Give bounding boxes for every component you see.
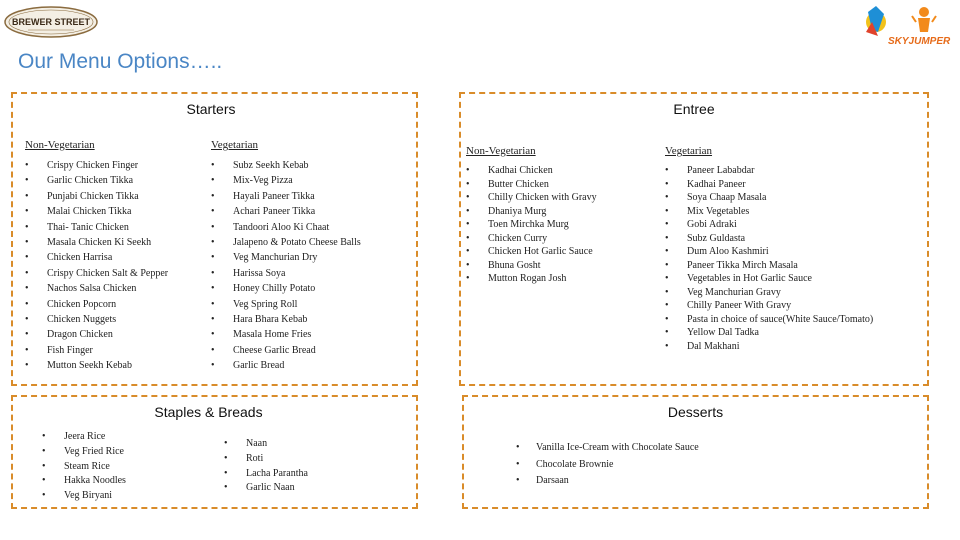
- menu-item: • Roti: [224, 452, 308, 467]
- staples-rice-list: [42, 430, 126, 504]
- menu-item: • Subz Seekh Kebab: [211, 158, 361, 173]
- menu-item: • Mix-Veg Pizza: [211, 173, 361, 188]
- menu-item: • Chicken Nuggets: [25, 312, 168, 327]
- menu-item: • Veg Manchurian Dry: [211, 250, 361, 265]
- entree-veg-heading: Vegetarian: [665, 145, 713, 157]
- menu-item: • Crispy Chicken Salt & Pepper: [25, 266, 168, 281]
- entree-nonveg-list: [466, 164, 597, 286]
- menu-item: • Dum Aloo Kashmiri: [665, 245, 873, 259]
- menu-item: • Vanilla Ice-Cream with Chocolate Sauce: [516, 440, 699, 457]
- menu-item: • Garlic Bread: [211, 358, 361, 373]
- menu-item: • Chicken Popcorn: [25, 297, 168, 312]
- menu-item: • Chilly Paneer With Gravy: [665, 299, 873, 313]
- menu-item: • Masala Home Fries: [211, 327, 361, 342]
- menu-item: • Jeera Rice: [42, 430, 126, 445]
- page-title: Our Menu Options…..: [18, 50, 223, 73]
- menu-item: • Fish Finger: [25, 343, 168, 358]
- starters-title: Starters: [186, 101, 236, 117]
- menu-item: • Lacha Parantha: [224, 467, 308, 482]
- staples-rice-column: [42, 430, 126, 504]
- menu-item: • Veg Manchurian Gravy: [665, 286, 873, 300]
- menu-item: • Masala Chicken Ki Seekh: [25, 235, 168, 250]
- menu-item: • Subz Guldasta: [665, 232, 873, 246]
- menu-item: • Tandoori Aloo Ki Chaat: [211, 220, 361, 235]
- starters-nonveg-column: [25, 139, 168, 373]
- desserts-panel: [462, 395, 929, 509]
- entree-veg-list: [665, 164, 873, 353]
- staples-title: Staples & Breads: [154, 404, 263, 420]
- entree-panel: [459, 92, 929, 386]
- entree-title: Entree: [673, 101, 715, 117]
- menu-item: • Crispy Chicken Finger: [25, 158, 168, 173]
- menu-item: • Mutton Seekh Kebab: [25, 358, 168, 373]
- menu-item: • Cheese Garlic Bread: [211, 343, 361, 358]
- menu-item: • Dragon Chicken: [25, 327, 168, 342]
- menu-item: • Gobi Adraki: [665, 218, 873, 232]
- menu-item: • Soya Chaap Masala: [665, 191, 873, 205]
- menu-item: • Veg Spring Roll: [211, 297, 361, 312]
- menu-item: • Kadhai Chicken: [466, 164, 597, 178]
- menu-item: • Harissa Soya: [211, 266, 361, 281]
- menu-item: • Chilly Chicken with Gravy: [466, 191, 597, 205]
- skyjumper-logo: [858, 2, 958, 50]
- menu-item: • Paneer Lababdar: [665, 164, 873, 178]
- menu-item: • Nachos Salsa Chicken: [25, 281, 168, 296]
- menu-item: • Darsaan: [516, 473, 699, 490]
- svg-text:BREWER STREET: BREWER STREET: [11, 17, 91, 27]
- menu-item: • Toen Mirchka Murg: [466, 218, 597, 232]
- entree-veg-column: [665, 145, 873, 353]
- menu-item: • Yellow Dal Tadka: [665, 326, 873, 340]
- starters-nonveg-heading: Non-Vegetarian: [25, 139, 95, 151]
- menu-item: • Pasta in choice of sauce(White Sauce/Tomato): [665, 313, 873, 327]
- desserts-list: [516, 440, 699, 490]
- entree-nonveg-column: [466, 145, 597, 286]
- entree-nonveg-heading: Non-Vegetarian: [466, 145, 536, 157]
- starters-veg-column: [211, 139, 361, 373]
- menu-item: • Butter Chicken: [466, 178, 597, 192]
- menu-item: • Bhuna Gosht: [466, 259, 597, 273]
- menu-item: • Achari Paneer Tikka: [211, 204, 361, 219]
- menu-item: • Thai- Tanic Chicken: [25, 220, 168, 235]
- menu-item: • Veg Fried Rice: [42, 445, 126, 460]
- svg-text:SKYJUMPER: SKYJUMPER: [888, 36, 951, 47]
- desserts-column: [516, 440, 699, 490]
- menu-item: • Dhaniya Murg: [466, 205, 597, 219]
- menu-item: • Garlic Naan: [224, 481, 308, 496]
- menu-item: • Jalapeno & Potato Cheese Balls: [211, 235, 361, 250]
- menu-item: • Hara Bhara Kebab: [211, 312, 361, 327]
- menu-item: • Malai Chicken Tikka: [25, 204, 168, 219]
- starters-veg-list: [211, 158, 361, 373]
- starters-nonveg-list: [25, 158, 168, 373]
- brewer-street-logo: [4, 6, 98, 38]
- menu-item: • Mutton Rogan Josh: [466, 272, 597, 286]
- menu-item: • Hakka Noodles: [42, 474, 126, 489]
- starters-panel: [11, 92, 418, 386]
- menu-item: • Chicken Harrisa: [25, 250, 168, 265]
- menu-item: • Vegetables in Hot Garlic Sauce: [665, 272, 873, 286]
- menu-item: • Punjabi Chicken Tikka: [25, 189, 168, 204]
- menu-item: • Honey Chilly Potato: [211, 281, 361, 296]
- staples-breads-list: [224, 437, 308, 496]
- menu-item: • Paneer Tikka Mirch Masala: [665, 259, 873, 273]
- menu-item: • Dal Makhani: [665, 340, 873, 354]
- menu-item: • Chocolate Brownie: [516, 457, 699, 474]
- staples-breads-column: [224, 437, 308, 496]
- menu-item: • Garlic Chicken Tikka: [25, 173, 168, 188]
- staples-panel: [11, 395, 418, 509]
- desserts-title: Desserts: [667, 404, 724, 420]
- menu-item: • Chicken Hot Garlic Sauce: [466, 245, 597, 259]
- menu-item: • Naan: [224, 437, 308, 452]
- menu-item: • Veg Biryani: [42, 489, 126, 504]
- menu-item: • Steam Rice: [42, 460, 126, 475]
- menu-item: • Kadhai Paneer: [665, 178, 873, 192]
- menu-item: • Chicken Curry: [466, 232, 597, 246]
- starters-veg-heading: Vegetarian: [211, 139, 259, 151]
- menu-item: • Hayali Paneer Tikka: [211, 189, 361, 204]
- menu-item: • Mix Vegetables: [665, 205, 873, 219]
